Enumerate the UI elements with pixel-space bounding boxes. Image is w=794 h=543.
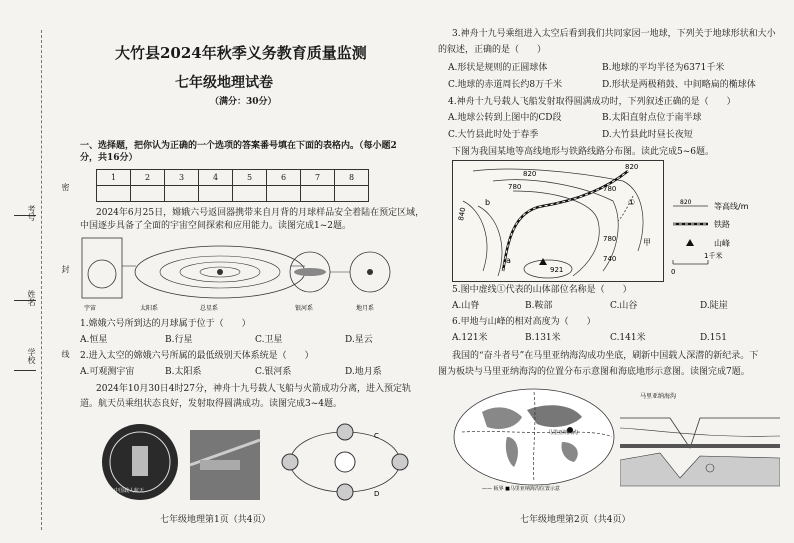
answer-cell-header: 1 — [97, 170, 131, 186]
q3-option-b[interactable]: B.地球的平均半径为6371千米 — [602, 63, 725, 73]
label-universe: 宇宙 — [84, 305, 97, 312]
question-3-line1: 3.神舟十九号乘组进入太空后看到我们共同家园一地球，下列关于地球形状和大小 — [452, 29, 776, 39]
contour-label: 780 — [603, 185, 617, 193]
answer-cell[interactable] — [97, 186, 131, 202]
passage2-line2: 道。航天员乘组状态良好，发射取得圆满成功。读图完成3~4题。 — [80, 399, 342, 409]
answer-cell-header: 2 — [131, 170, 165, 186]
q6-option-a[interactable]: A.121米 — [452, 333, 488, 343]
peak-elevation: 921 — [550, 266, 564, 274]
question-4: 4.神舟十九号载人飞船发射取得圆满成功时，下列叙述正确的是（ ） — [448, 97, 736, 107]
map-intro: 下图为我国某地等高线地形与铁路线路分布图。读此完成5~6题。 — [452, 147, 714, 157]
page2-footer: 七年级地理第2页（共4页） — [520, 515, 631, 525]
underline-school — [14, 370, 36, 371]
underline-name — [14, 300, 36, 301]
answer-cell-header: 3 — [165, 170, 199, 186]
label-name: 姓名 — [27, 290, 36, 306]
page1-footer: 七年级地理第1页（共4页） — [160, 515, 271, 525]
q4-option-d[interactable]: D.大竹县此时昼长夜短 — [602, 130, 693, 140]
q4-option-c[interactable]: C.大竹县此时处于春季 — [448, 130, 539, 140]
contour-label: 820 — [523, 170, 537, 178]
legend-rail: 铁路 — [714, 220, 730, 229]
label-school: 学校 — [27, 348, 36, 364]
scale-zero: 0 — [671, 268, 676, 276]
seafloor-profile — [620, 388, 780, 488]
legend-peak: 山峰 — [714, 239, 730, 248]
label-earth-moon: 地月系 — [356, 305, 375, 312]
q2-option-a[interactable]: A.可观测宇宙 — [80, 367, 135, 377]
passage1-line2: 中国逐步具备了全面的宇宙空间探索和应用能力。读图完成1~2题。 — [80, 221, 351, 231]
label-seal: 密 — [61, 183, 70, 191]
label-sealed: 封 — [61, 265, 70, 273]
q5-option-a[interactable]: A.山脊 — [452, 301, 480, 311]
q1-option-d[interactable]: D.星云 — [345, 335, 373, 345]
q5-option-b[interactable]: B.鞍部 — [525, 301, 553, 311]
contour-label: 740 — [603, 255, 617, 263]
q3-option-d[interactable]: D.形状是两极稍鼓、中间略扁的椭球体 — [602, 80, 756, 90]
question-3-line2: 的叙述，正确的是（ ） — [438, 45, 547, 55]
q3-option-a[interactable]: A.形状是规则的正圆球体 — [448, 63, 548, 73]
contour-label: 780 — [603, 235, 617, 243]
q2-option-d[interactable]: D.地月系 — [345, 367, 382, 377]
map-caption: —— 板界 ■马里亚纳海沟位置示意 — [482, 486, 560, 492]
peak-icon — [686, 239, 694, 246]
q5-option-d[interactable]: D.陡崖 — [700, 301, 728, 311]
label-milky-way: 银河系 — [295, 305, 314, 312]
contour-map — [452, 160, 664, 282]
passage3-line1: 我国的“奋斗者号”在马里亚纳海沟成功坐底，刷新中国载人深潜的新纪录。下 — [452, 351, 759, 361]
map-legend — [668, 196, 783, 276]
q6-option-d[interactable]: D.151 — [700, 333, 727, 343]
exam-subtitle: 七年级地理试卷 — [175, 75, 273, 91]
q4-option-b[interactable]: B.太阳直射点位于南半球 — [602, 113, 702, 123]
legend-contour-value: 820 — [680, 199, 692, 206]
q1-option-a[interactable]: A.恒星 — [80, 335, 108, 345]
profile-label: 马里亚纳海沟 — [640, 393, 677, 400]
q2-option-b[interactable]: B.太阳系 — [165, 367, 202, 377]
label-number: 考号 — [27, 205, 36, 221]
contour-label: 840 — [457, 206, 468, 222]
contour-label: 820 — [625, 163, 639, 171]
answer-cell-header: 8 — [335, 170, 369, 186]
q4-option-a[interactable]: A.地球公转到上图中的CD段 — [448, 113, 562, 123]
q3-option-c[interactable]: C.地球的赤道周长约8万千米 — [448, 80, 563, 90]
question-2: 2.进入太空的嫦娥六号所属的最低级别天体系统是（ ） — [80, 351, 314, 361]
world-plate-map — [452, 382, 617, 492]
question-1: 1.嫦娥六号所到达的月球属于位于（ ） — [80, 319, 251, 329]
q1-option-c[interactable]: C.卫星 — [255, 335, 283, 345]
celestial-system-figure — [80, 236, 410, 316]
label-solar-system: 太阳系 — [140, 305, 159, 312]
binding-line — [41, 30, 42, 530]
answer-cell[interactable] — [199, 186, 233, 202]
exam-title: 大竹县2024年秋季义务教育质量监测 — [115, 44, 367, 62]
section1-heading: 一、选择题，把你认为正确的一个选项的答案番号填在下面的表格内。（每小题2分，共16分） — [80, 141, 397, 163]
map-point-jia: 甲 — [643, 238, 651, 247]
answer-cell[interactable] — [301, 186, 335, 202]
svg-text:C: C — [374, 432, 379, 440]
answer-cell[interactable] — [165, 186, 199, 202]
q5-option-c[interactable]: C.山谷 — [610, 301, 638, 311]
answer-cell[interactable] — [335, 186, 369, 202]
q6-option-b[interactable]: B.131米 — [525, 333, 561, 343]
score-total: （满分：30分） — [210, 97, 277, 107]
answer-cell[interactable] — [233, 186, 267, 202]
answer-cell-header: 5 — [233, 170, 267, 186]
scale-one: 1千米 — [704, 252, 723, 260]
spaceflight-figures — [100, 420, 410, 505]
map-point-1: ① — [628, 198, 636, 207]
contour-label: 780 — [508, 183, 522, 191]
passage2-line1: 2024年10月30日4时27分，神舟十九号载人飞船与火箭成功分离，进入预定轨 — [96, 384, 411, 394]
answer-cell-header: 4 — [199, 170, 233, 186]
answer-cell-header: 7 — [301, 170, 335, 186]
map-point-b: b — [485, 198, 491, 207]
answer-cell-header: 6 — [267, 170, 301, 186]
underline-number — [14, 215, 36, 216]
q2-option-c[interactable]: C.银河系 — [255, 367, 292, 377]
svg-text:D: D — [374, 490, 380, 498]
passage3-line2: 图为板块与马里亚纳海沟的位置分布示意图和海底地形示意图。读图完成7题。 — [438, 367, 750, 377]
label-galaxy-total: 总星系 — [200, 305, 219, 312]
label-line: 线 — [61, 350, 70, 358]
map-point-a: a — [506, 256, 511, 265]
passage1-line1: 2024年6月25日，嫦娥六号返回器携带来自月背的月球样品安全着陆在预定区域， — [96, 208, 425, 218]
q6-option-c[interactable]: C.141米 — [610, 333, 646, 343]
answer-cell[interactable] — [267, 186, 301, 202]
question-6: 6.甲地与山峰的相对高度为（ ） — [452, 317, 596, 327]
map-trench-label: 马里亚纳海沟 — [548, 430, 579, 436]
answer-cell[interactable] — [131, 186, 165, 202]
q1-option-b[interactable]: B.行星 — [165, 335, 193, 345]
answer-table — [96, 169, 369, 202]
emblem-text: 中国载人航天 — [114, 488, 145, 494]
question-5: 5.图中虚线①代表的山体部位名称是（ ） — [452, 285, 632, 295]
legend-contour: 等高线/m — [714, 202, 749, 211]
